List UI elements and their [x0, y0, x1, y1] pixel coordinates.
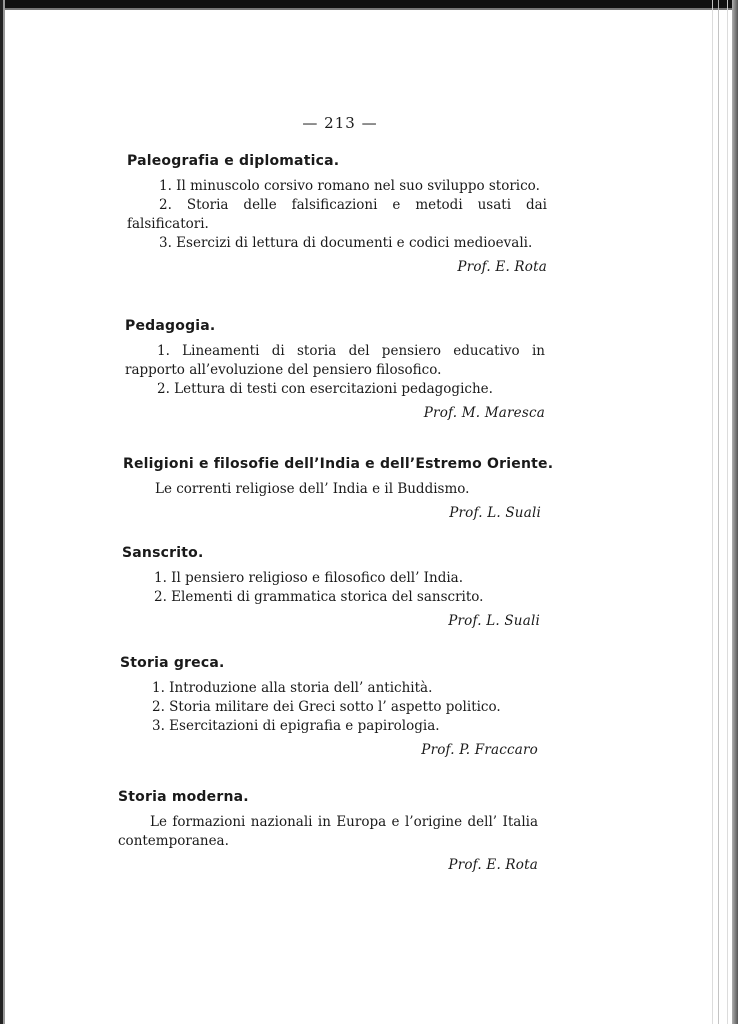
course-item: 3. Esercizi di lettura di documenti e codici medioevali.	[159, 235, 533, 251]
course-section	[118, 789, 538, 873]
course-section	[120, 655, 538, 758]
professor-name: Prof. L. Suali	[449, 505, 541, 521]
section-heading: Paleografia e diplomatica.	[127, 153, 340, 169]
course-section	[127, 153, 547, 275]
section-heading: Sanscrito.	[122, 545, 204, 561]
course-item: 1. Lineamenti di storia del pensiero educativo in rapporto all’evoluzione del pensiero filosofico.	[125, 343, 545, 378]
course-item: 1. Il pensiero religioso e filosofico dell’ India.	[154, 570, 464, 586]
section-heading: Storia moderna.	[118, 789, 249, 805]
course-item: 3. Esercitazioni di epigrafia e papirologia.	[152, 718, 440, 734]
professor-name: Prof. E. Rota	[457, 259, 547, 275]
course-item: 1. Il minuscolo corsivo romano nel suo sviluppo storico.	[159, 178, 540, 194]
course-item: 2. Storia militare dei Greci sotto l’ aspetto politico.	[152, 699, 501, 715]
course-item: 2. Lettura di testi con esercitazioni pedagogiche.	[157, 381, 493, 397]
professor-name: Prof. L. Suali	[448, 613, 540, 629]
professor-name: Prof. E. Rota	[448, 857, 538, 873]
section-heading: Religioni e filosofie dell’India e dell’Estremo Oriente.	[123, 456, 554, 472]
course-section	[123, 456, 554, 521]
course-item: Le correnti religiose dell’ India e il Buddismo.	[155, 481, 470, 497]
course-section	[125, 318, 545, 421]
course-section	[122, 545, 540, 629]
professor-name: Prof. P. Fraccaro	[421, 742, 538, 758]
course-item: 1. Introduzione alla storia dell’ antichità.	[152, 680, 433, 696]
section-heading: Storia greca.	[120, 655, 225, 671]
section-heading: Pedagogia.	[125, 318, 216, 334]
page-number: — 213 —	[302, 114, 378, 132]
professor-name: Prof. M. Maresca	[423, 405, 545, 421]
course-item: 2. Elementi di grammatica storica del sanscrito.	[154, 589, 484, 605]
course-item: Le formazioni nazionali in Europa e l’origine dell’ Italia contemporanea.	[118, 814, 538, 849]
course-item: 2. Storia delle falsificazioni e metodi usati dai falsificatori.	[127, 197, 547, 232]
